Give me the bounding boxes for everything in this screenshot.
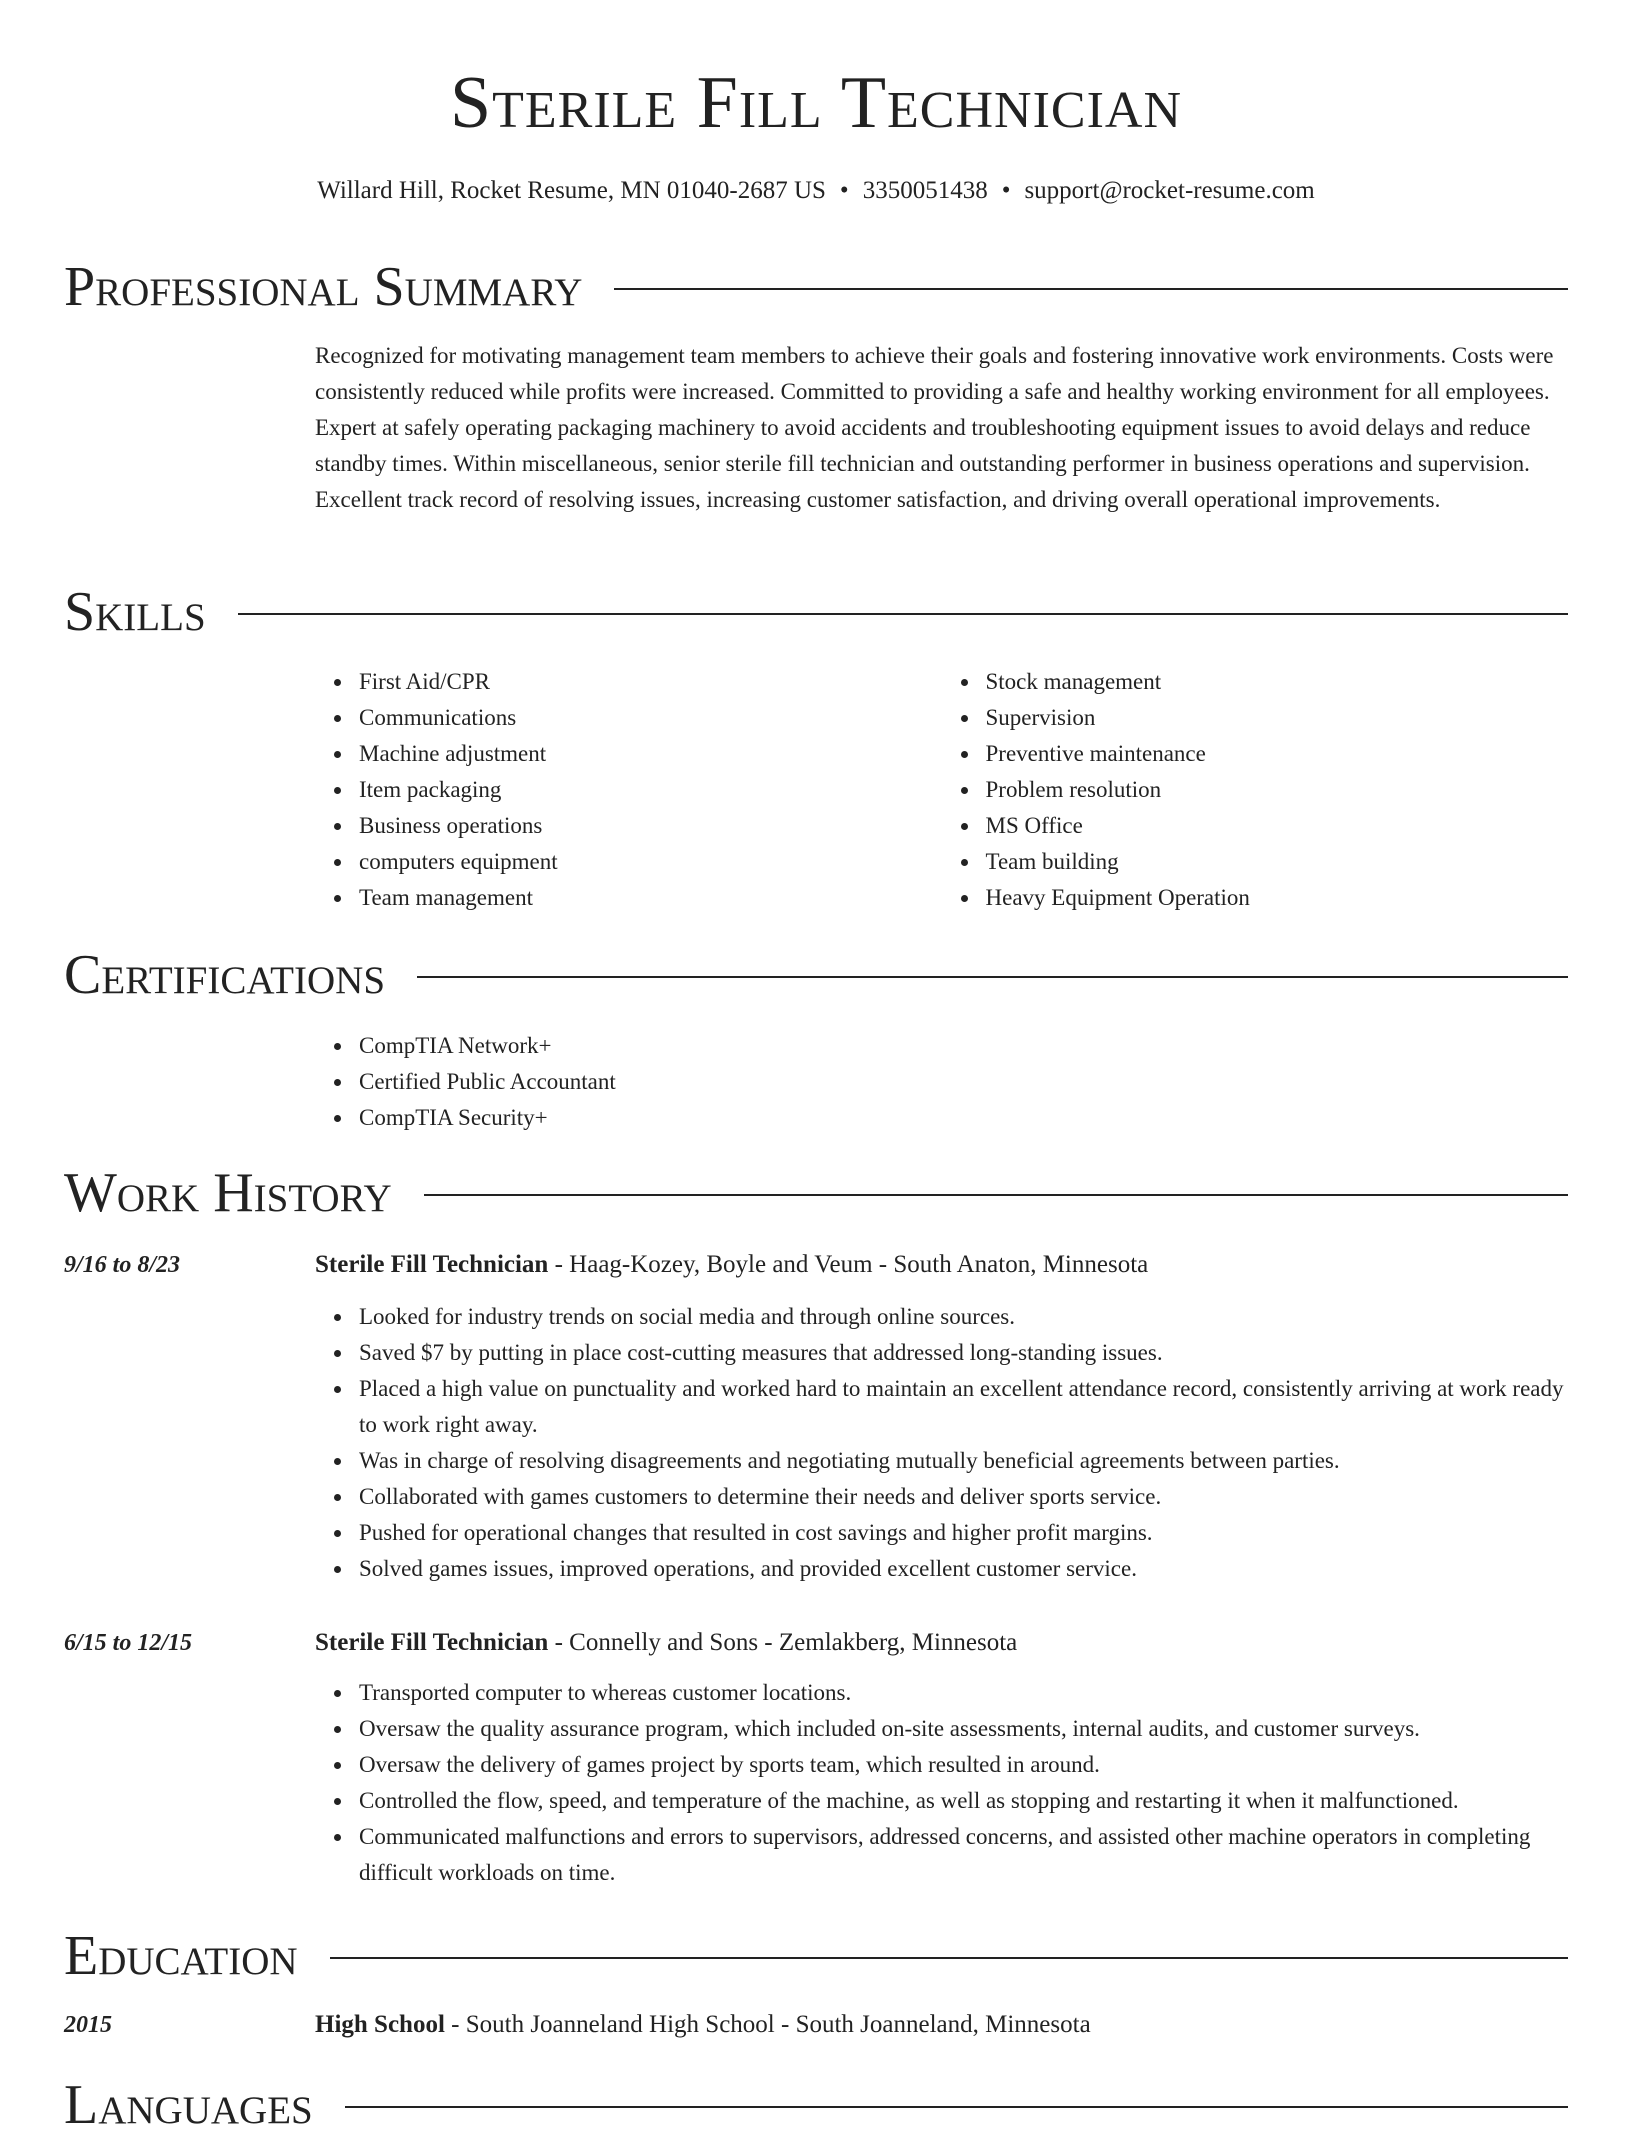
contact-phone: 3350051438 (862, 177, 988, 204)
education-year: 2015 (64, 2012, 112, 2038)
job-entry (315, 1625, 1568, 1891)
skill-item: Stock management (986, 664, 1569, 700)
skills-list (315, 664, 1568, 916)
contact-line (64, 174, 1568, 208)
skill-item: Business operations (359, 808, 942, 844)
section-divider (614, 288, 1568, 290)
job-bullet: Controlled the flow, speed, and temperature of the machine, as well as stopping and restarting it when it malfunctioned. (359, 1783, 1568, 1819)
education-entry (315, 2007, 1568, 2043)
job-dates: 6/15 to 12/15 (64, 1630, 193, 1656)
job-bullets (315, 1675, 1568, 1891)
skill-item: MS Office (986, 808, 1569, 844)
job-employer: - Connelly and Sons - Zemlakberg, Minnesota (548, 1629, 1018, 1656)
job-bullet: Was in charge of resolving disagreements and negotiating mutually beneficial agreements between parties. (359, 1443, 1568, 1479)
job-bullet: Communicated malfunctions and errors to supervisors, addressed concerns, and assisted other machine operators in completing difficult workloads on time. (359, 1819, 1568, 1891)
skill-item: Problem resolution (986, 772, 1569, 808)
skill-item: Communications (359, 700, 942, 736)
job-bullet: Oversaw the delivery of games project by sports team, which resulted in around. (359, 1747, 1568, 1783)
job-title: Sterile Fill Technician (315, 1629, 549, 1656)
certifications-section-header (64, 942, 1568, 1008)
resume-title: Sterile Fill Technician (449, 62, 1183, 144)
skill-item: First Aid/CPR (359, 664, 942, 700)
job-bullet: Pushed for operational changes that resulted in cost savings and higher profit margins. (359, 1515, 1568, 1551)
languages-section-header (64, 2072, 1568, 2138)
job-bullet: Transported computer to whereas customer locations. (359, 1675, 1568, 1711)
job-bullet: Saved $7 by putting in place cost-cutting measures that addressed long-standing issues. (359, 1335, 1568, 1371)
job-bullet: Collaborated with games customers to determine their needs and deliver sports service. (359, 1479, 1568, 1515)
certifications-list (315, 1028, 1568, 1136)
section-title: Work History (64, 1162, 392, 1224)
skill-item: Team building (986, 844, 1569, 880)
skill-item: Preventive maintenance (986, 736, 1569, 772)
section-divider (330, 1957, 1568, 1959)
education-school: - South Joanneland High School - South Joanneland, Minnesota (444, 2011, 1091, 2038)
job-bullet: Placed a high value on punctuality and worked hard to maintain an excellent attendance record, consistently arriving at work ready to work right away. (359, 1371, 1568, 1443)
job-dates: 9/16 to 8/23 (64, 1252, 181, 1278)
education-section-header (64, 1923, 1568, 1989)
skill-item: Team management (359, 880, 942, 916)
contact-separator: • (1001, 177, 1011, 204)
section-title: Education (64, 1925, 298, 1987)
summary-text: Recognized for motivating management team members to achieve their goals and fostering innovative work environments. Costs were consistently reduced while profits were increased. Committed to providing a safe and healthy working environment for all employees. Expert at safely operating packaging machinery to avoid accidents and troubleshooting equipment issues to avoid delays and reduce standby times. Within miscellaneous, senior sterile fill technician and outstanding performer in business operations and supervision. Excellent track record of resolving issues, increasing customer satisfaction, and driving overall operational improvements. (315, 343, 1554, 512)
section-title: Skills (64, 581, 206, 643)
job-title: Sterile Fill Technician (315, 1251, 549, 1278)
section-divider (417, 976, 1568, 978)
section-divider (345, 2106, 1568, 2108)
skill-item: Machine adjustment (359, 736, 942, 772)
job-bullet: Looked for industry trends on social media and through online sources. (359, 1299, 1568, 1335)
skill-item: Item packaging (359, 772, 942, 808)
job-bullets (315, 1299, 1568, 1587)
education-degree: High School (315, 2011, 445, 2038)
job-heading (315, 1625, 1568, 1661)
work-history-section-header (64, 1160, 1568, 1226)
job-employer: - Haag-Kozey, Boyle and Veum - South Anaton, Minnesota (548, 1251, 1149, 1278)
job-bullet: Oversaw the quality assurance program, which included on-site assessments, internal audits, and customer surveys. (359, 1711, 1568, 1747)
section-divider (424, 1194, 1568, 1196)
contact-email: support@rocket-resume.com (1024, 177, 1315, 204)
skills-section-header (64, 579, 1568, 645)
summary-section-header (64, 254, 1568, 320)
job-heading (315, 1247, 1568, 1283)
skill-item: Heavy Equipment Operation (986, 880, 1569, 916)
certification-item: CompTIA Network+ (359, 1028, 1568, 1064)
job-entry (315, 1247, 1568, 1587)
education-heading (315, 2007, 1568, 2043)
summary-body (315, 338, 1568, 518)
skills-column-right (942, 664, 1569, 916)
contact-address: Willard Hill, Rocket Resume, MN 01040-2687 US (317, 177, 826, 204)
section-title: Languages (64, 2074, 313, 2136)
skill-item: Supervision (986, 700, 1569, 736)
skill-item: computers equipment (359, 844, 942, 880)
certification-item: CompTIA Security+ (359, 1100, 1568, 1136)
skills-column-left (315, 664, 942, 916)
section-divider (238, 613, 1568, 615)
section-title: Professional Summary (64, 256, 583, 318)
job-bullet: Solved games issues, improved operations, and provided excellent customer service. (359, 1551, 1568, 1587)
contact-separator: • (839, 177, 849, 204)
certification-item: Certified Public Accountant (359, 1064, 1568, 1100)
section-title: Certifications (64, 944, 386, 1006)
